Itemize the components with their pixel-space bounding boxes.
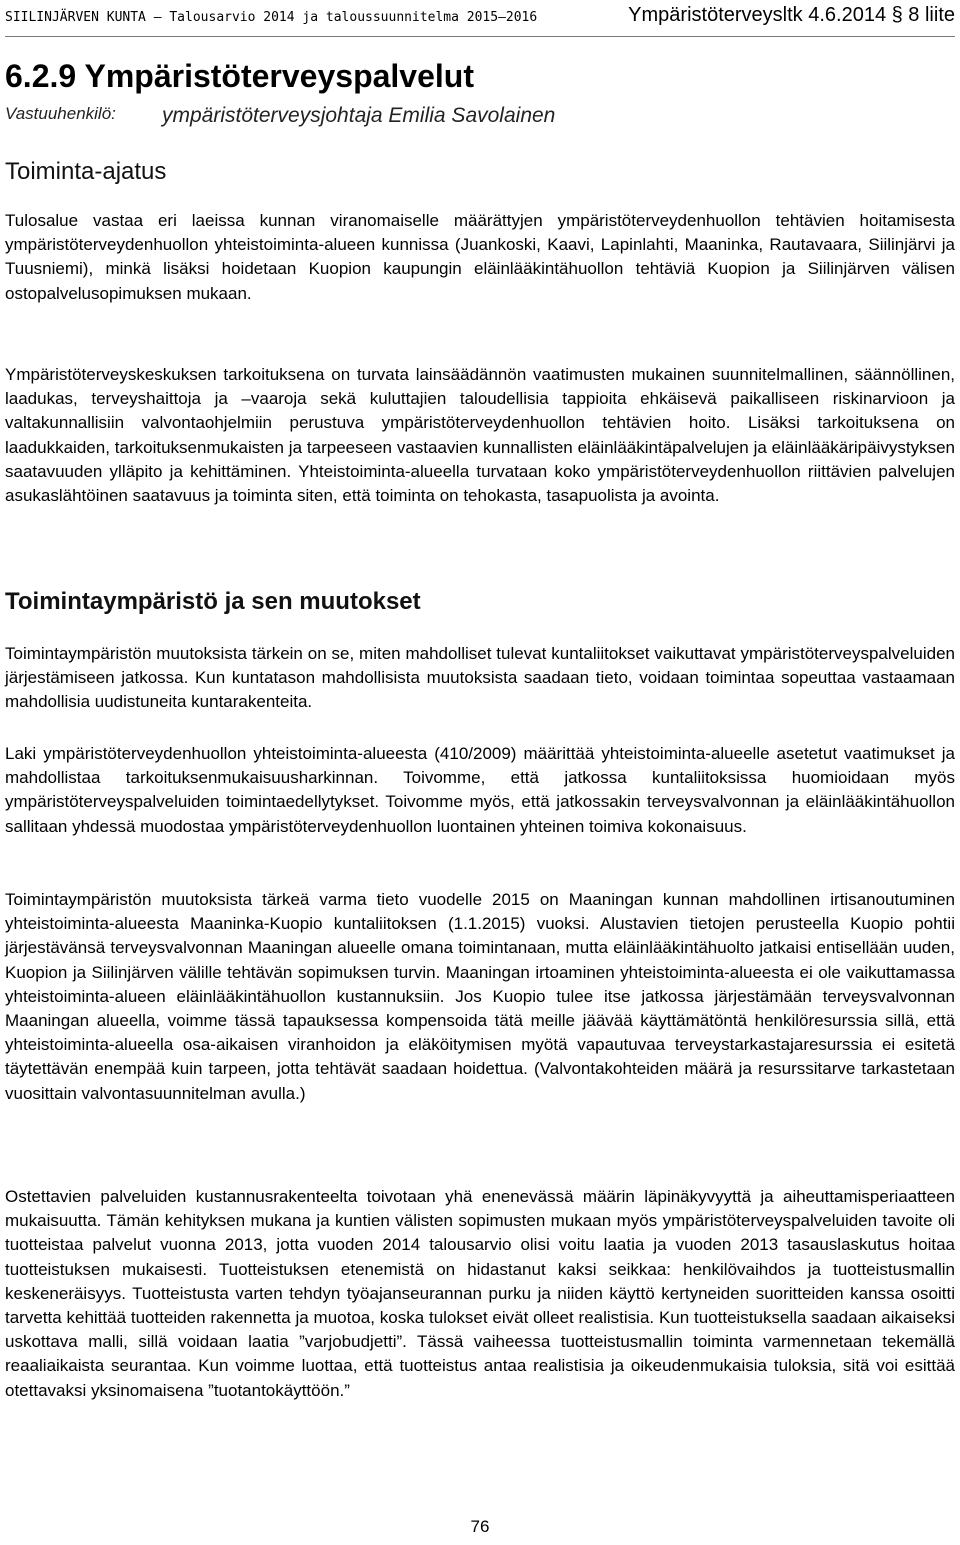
- toimintaymparisto-paragraph-1: Toimintaympäristön muutoksista tärkein on se, miten mahdolliset tulevat kuntaliitokset vaikuttavat ympäristöterveyspalveluiden järjestämiseen jatkossa. Kun kuntatason mahdollisista muutoksista saadaan tieto, voidaan toimintaa sopeuttaa vastaamaan mahdollisia uudistuneita kuntarakenteita.: [5, 644, 955, 712]
- page-header: [5, 4, 955, 37]
- responsible-person: ympäristöterveysjohtaja Emilia Savolainen: [162, 104, 556, 127]
- toiminta-ajatus-heading: Toiminta-ajatus: [5, 158, 167, 185]
- header-document-title: SIILINJÄRVEN KUNTA – Talousarvio 2014 ja taloussuunnitelma 2015–2016: [5, 10, 538, 25]
- header-annex-label: Ympäristöterveysltk 4.6.2014 § 8 liite: [628, 4, 955, 26]
- toimintaymparisto-paragraph-3: Toimintaympäristön muutoksista tärkeä varma tieto vuodelle 2015 on Maaningan kunnan mahdollinen irtisanoutuminen yhteistoiminta-alueesta Maaninka-Kuopio kuntaliitoksen (1.1.2015) vuoksi. Alustavien tietojen perusteella Kuopio pohtii järjestävänsä terveysvalvonnan Maaningan alueelle omana toimintanaan, mutta eläinlääkintähuolto jatkaisi entisellään uuden, Kuopion ja Siilinjärven välille tehtävän sopimuksen turvin. Maaningan irtoaminen yhteistoiminta-alueesta ei ole vaikuttamassa yhteistoiminta-alueen eläinlääkintähuollon kustannuksiin. Jos Kuopio tulee itse jatkossa järjestämään terveysvalvonnan Maaningan alueella, voimme tässä tapauksessa kompensoida tätä meille jäävää käyttämätöntä henkilöresurssia sillä, että yhteistoiminta-alueella osa-aikaisen viranhoidon ja eläköitymisen myötä vapautuvaa terveystarkastajaresurssia ei esitetä täytettävän enempää kuin tarpeen, jotta tehtävät saadaan hoidettua. (Valvontakohteiden määrä ja resurssitarve tarkastetaan vuosittain valvontasuunnitelman avulla.): [5, 890, 955, 1103]
- page-number: 76: [470, 1517, 490, 1536]
- responsible-label: Vastuuhenkilö:: [5, 104, 116, 123]
- toimintaymparisto-paragraph-2: Laki ympäristöterveydenhuollon yhteistoiminta-alueesta (410/2009) määrittää yhteistoiminta-alueelle asetetut vaatimukset ja mahdollistaa tarkoituksenmukaisuusharkinnan. Toivomme, että jatkossa kuntaliitoksissa huomioidaan myös ympäristöterveyspalveluiden toimintaedellytykset. Toivomme myös, että jatkossakin terveysvalvonnan ja eläinlääkintähuollon sallitaan yhdessä muodostaa ympäristöterveydenhuollon luontainen yhteinen toimiva kokonaisuus.: [5, 744, 955, 836]
- toiminta-ajatus-paragraph-2: Ympäristöterveyskeskuksen tarkoituksena on turvata lainsäädännön vaatimusten mukainen suunnitelmallinen, säännöllinen, laadukas, terveyshaittoja ja –vaaroja sekä kuluttajien taloudellisia tappioita ehkäisevä paikalliseen riskinarvioon ja valtakunnallisiin valvontaohjelmiin perustuva ympäristöterveydenhuollon tehtävien hoito. Lisäksi tarkoituksena on laadukkaiden, tarkoituksenmukaisten ja tarpeeseen vastaavien kunnallisten eläinlääkintäpalvelujen ja eläinlääkäripäivystyksen saatavuuden ylläpito ja kehittäminen. Yhteistoiminta-alueella turvataan koko ympäristöterveydenhuollon riittävien palvelujen asukaslähtöinen saatavuus ja toiminta siten, että toiminta on tehokasta, tasapuolista ja avointa.: [5, 365, 955, 506]
- section-title: 6.2.9 Ympäristöterveyspalvelut: [5, 58, 474, 94]
- toimintaymparisto-paragraph-4: Ostettavien palveluiden kustannusrakenteelta toivotaan yhä enenevässä määrin läpinäkyvyyttä ja aiheuttamisperiaatteen mukaisuutta. Tämän kehityksen mukana ja kuntien välisten sopimusten mukaan myös ympäristöterveyspalveluiden tavoite oli tuotteistaa palvelut vuonna 2013, jotta vuoden 2014 talousarvio olisi voitu laatia ja vuoden 2013 tasauslaskutus hoitaa tuotteistuksen mukaisesti. Tuotteistuksen etenemistä on hidastanut kaksi seikkaa: henkilövaihdos ja tuotteistusmallin keskeneräisyys. Tuotteistusta varten tehdyn työajanseurannan purku ja niiden käyttö kertyneiden suoritteiden kanssa osoitti tarvetta kehittää tuotteiden rakennetta ja muotoa, koska tulokset eivät olleet realistisia. Kun tuotteistuksella saadaan aikaiseksi uskottava malli, sillä voidaan laatia ”varjobudjetti”. Tässä vaiheessa tuotteistusmallin toiminta varmennetaan tekemällä reaaliaikaista seurantaa. Kun voimme luottaa, että tuotteistus antaa realistisia ja oikeudenmukaisia tuloksia, sitä voi esittää otettavaksi yksinomaisena ”tuotantokäyttöön.”: [5, 1187, 955, 1400]
- toimintaymparisto-heading: Toimintaympäristö ja sen muutokset: [5, 588, 421, 615]
- toiminta-ajatus-paragraph-1: Tulosalue vastaa eri laeissa kunnan viranomaiselle määrättyjen ympäristöterveydenhuollon tehtävien hoitamisesta ympäristöterveydenhuollon yhteistoiminta-alueen kunnissa (Juankoski, Kaavi, Lapinlahti, Maaninka, Rautavaara, Siilinjärvi ja Tuusniemi), minkä lisäksi hoidetaan Kuopion kaupungin eläinlääkintähuollon tehtäviä Kuopion ja Siilinjärven välisen ostopalvelusopimuksen mukaan.: [5, 211, 955, 303]
